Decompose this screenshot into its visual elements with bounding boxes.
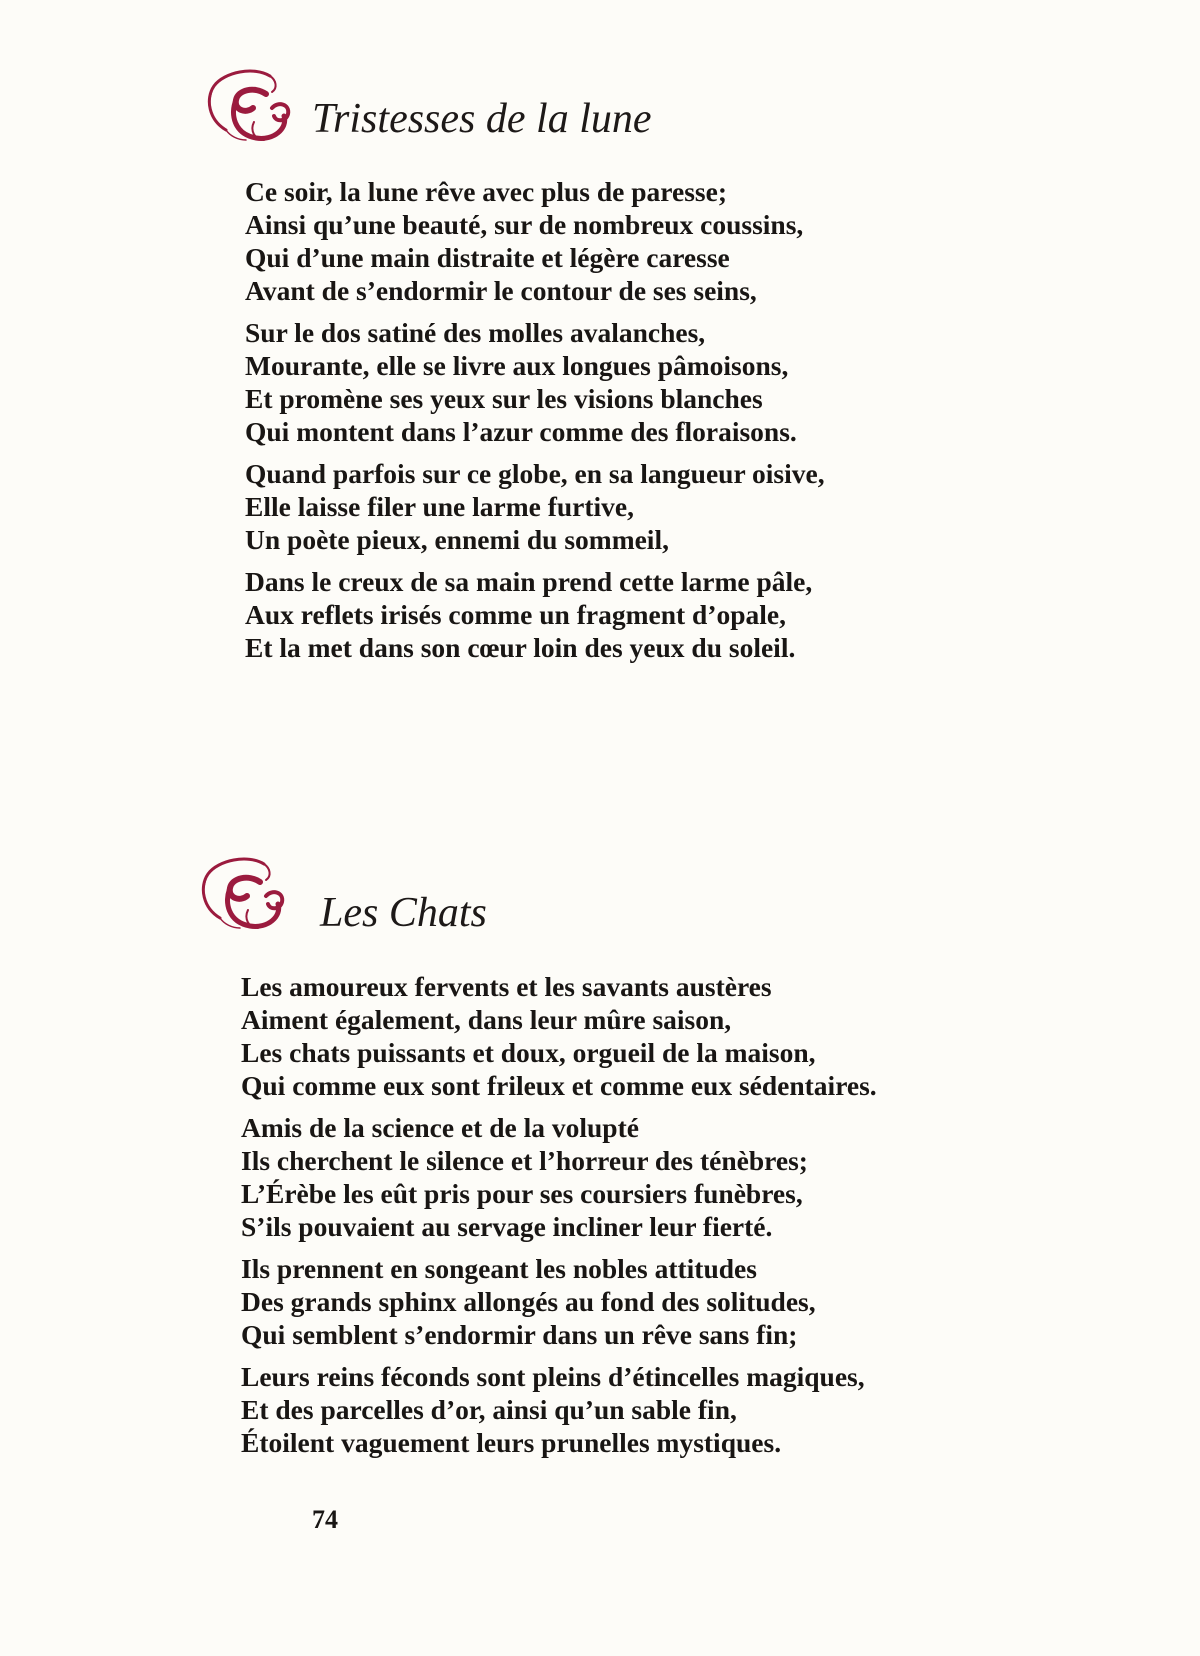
- verse-line: Et promène ses yeux sur les visions blanches: [245, 383, 763, 414]
- verse-line: Les chats puissants et doux, orgueil de la maison,: [241, 1037, 816, 1068]
- verse-line: Sur le dos satiné des molles avalanches,: [245, 317, 706, 348]
- verse-line: Ils cherchent le silence et l’horreur des ténèbres;: [241, 1145, 808, 1176]
- verse-line: Qui d’une main distraite et légère caresse: [245, 242, 730, 273]
- poem-text: [241, 970, 877, 1459]
- stanza: [245, 175, 825, 307]
- verse-line: Dans le creux de sa main prend cette larme pâle,: [245, 566, 813, 597]
- verse-line: Des grands sphinx allongés au fond des solitudes,: [241, 1286, 816, 1317]
- verse-line: Ainsi qu’une beauté, sur de nombreux coussins,: [245, 209, 804, 240]
- verse-line: Ce soir, la lune rêve avec plus de paresse;: [245, 176, 727, 207]
- verse-line: Qui montent dans l’azur comme des floraisons.: [245, 416, 797, 447]
- calligraphic-ornament-icon: [196, 64, 308, 154]
- page-number: 74: [312, 1505, 338, 1534]
- stanza: [241, 1252, 877, 1351]
- verse-line: Aux reflets irisés comme un fragment d’opale,: [245, 599, 786, 630]
- verse-line: Leurs reins féconds sont pleins d’étincelles magiques,: [241, 1361, 865, 1392]
- stanza: [241, 970, 877, 1102]
- stanza: [241, 1111, 877, 1243]
- verse-line: Avant de s’endormir le contour de ses seins,: [245, 275, 757, 306]
- calligraphic-ornament-icon: [190, 852, 302, 942]
- verse-line: Quand parfois sur ce globe, en sa langueur oisive,: [245, 458, 825, 489]
- stanza: [241, 1360, 877, 1459]
- poem-text: [245, 175, 825, 664]
- verse-line: Amis de la science et de la volupté: [241, 1112, 639, 1143]
- verse-line: Aiment également, dans leur mûre saison,: [241, 1004, 732, 1035]
- verse-line: Un poète pieux, ennemi du sommeil,: [245, 524, 669, 555]
- verse-line: S’ils pouvaient au servage incliner leur fierté.: [241, 1211, 773, 1242]
- stanza: [245, 316, 825, 448]
- verse-line: Et la met dans son cœur loin des yeux du soleil.: [245, 632, 796, 663]
- verse-line: Elle laisse filer une larme furtive,: [245, 491, 634, 522]
- stanza: [245, 565, 825, 664]
- ornament-svg: [190, 852, 302, 942]
- ornament-svg: [196, 64, 308, 154]
- verse-line: L’Érèbe les eût pris pour ses coursiers funèbres,: [241, 1178, 803, 1209]
- verse-line: Mourante, elle se livre aux longues pâmoisons,: [245, 350, 789, 381]
- verse-line: Étoilent vaguement leurs prunelles mystiques.: [241, 1427, 782, 1458]
- verse-line: Les amoureux fervents et les savants austères: [241, 971, 772, 1002]
- verse-line: Qui comme eux sont frileux et comme eux sédentaires.: [241, 1070, 877, 1101]
- poem-title: Tristesses de la lune: [312, 96, 652, 142]
- verse-line: Et des parcelles d’or, ainsi qu’un sable fin,: [241, 1394, 737, 1425]
- verse-line: Qui semblent s’endormir dans un rêve sans fin;: [241, 1319, 798, 1350]
- stanza: [245, 457, 825, 556]
- verse-line: Ils prennent en songeant les nobles attitudes: [241, 1253, 757, 1284]
- poem-title: Les Chats: [320, 890, 487, 936]
